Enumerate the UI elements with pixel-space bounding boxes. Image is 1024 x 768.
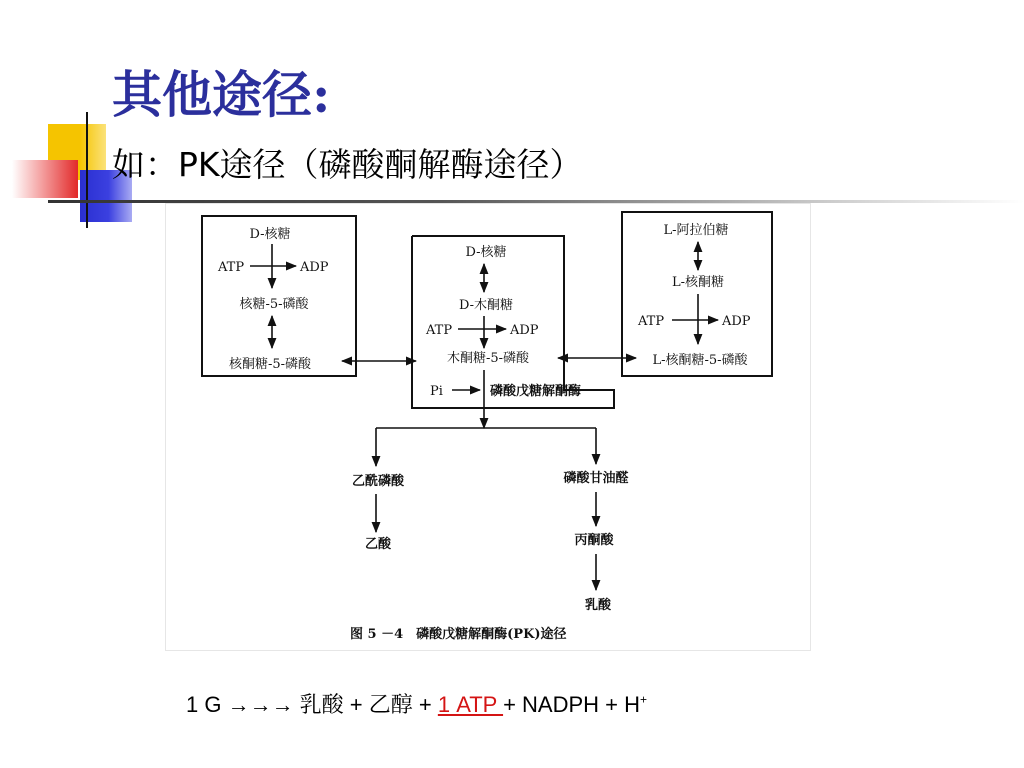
right-l-ribulose5p: L-核酮糖-5-磷酸	[652, 353, 748, 368]
center-d-xylulose: D-木酮糖	[458, 298, 514, 313]
center-atp: ATP	[426, 323, 453, 338]
decor-red-square	[12, 160, 78, 198]
left-ribose5p: 核糖-5-磷酸	[239, 297, 309, 312]
slide-subtitle: 如：PK途径（磷酸酮解酶途径）	[112, 145, 583, 184]
glyceraldehyde-3p: 磷酸甘油醛	[563, 471, 629, 486]
center-box	[412, 236, 614, 408]
left-ribulose5p: 核酮糖-5-磷酸	[228, 357, 312, 372]
equation-tail: + NADPH + H	[503, 692, 640, 717]
decor-vertical-line	[86, 112, 88, 228]
acetate: 乙酸	[364, 537, 392, 552]
equation-superscript: +	[640, 692, 648, 707]
center-d-ribose: D-核糖	[465, 245, 507, 260]
center-adp: ADP	[510, 323, 539, 338]
center-pi: Pi	[430, 384, 443, 399]
left-atp: ATP	[218, 260, 245, 275]
figure-caption: 图 5 －4 磷酸戊糖解酮酶(PK)途径	[350, 627, 567, 642]
pathway-diagram	[166, 204, 810, 650]
slide-title: 其他途径:	[112, 65, 331, 124]
right-l-arabinose: L-阿拉伯糖	[663, 223, 729, 238]
lactate: 乳酸	[584, 598, 612, 613]
pyruvate: 丙酮酸	[574, 533, 614, 548]
pk-pathway-figure	[166, 204, 810, 650]
right-atp: ATP	[638, 314, 665, 329]
left-d-ribose: D-核糖	[249, 227, 291, 242]
decor-horizontal-line	[48, 200, 1024, 203]
center-xylulose5p: 木酮糖-5-磷酸	[446, 351, 530, 366]
acetyl-phosphate: 乙酰磷酸	[351, 474, 405, 489]
equation-lead: 1 G →→→ 乳酸 + 乙醇 +	[186, 692, 438, 717]
left-adp: ADP	[300, 260, 329, 275]
equation	[186, 688, 647, 719]
right-adp: ADP	[722, 314, 751, 329]
center-enzyme: 磷酸戊糖解酮酶	[490, 384, 582, 399]
equation-atp: 1 ATP	[437, 692, 504, 717]
right-l-ribulose: L-核酮糖	[671, 275, 725, 290]
